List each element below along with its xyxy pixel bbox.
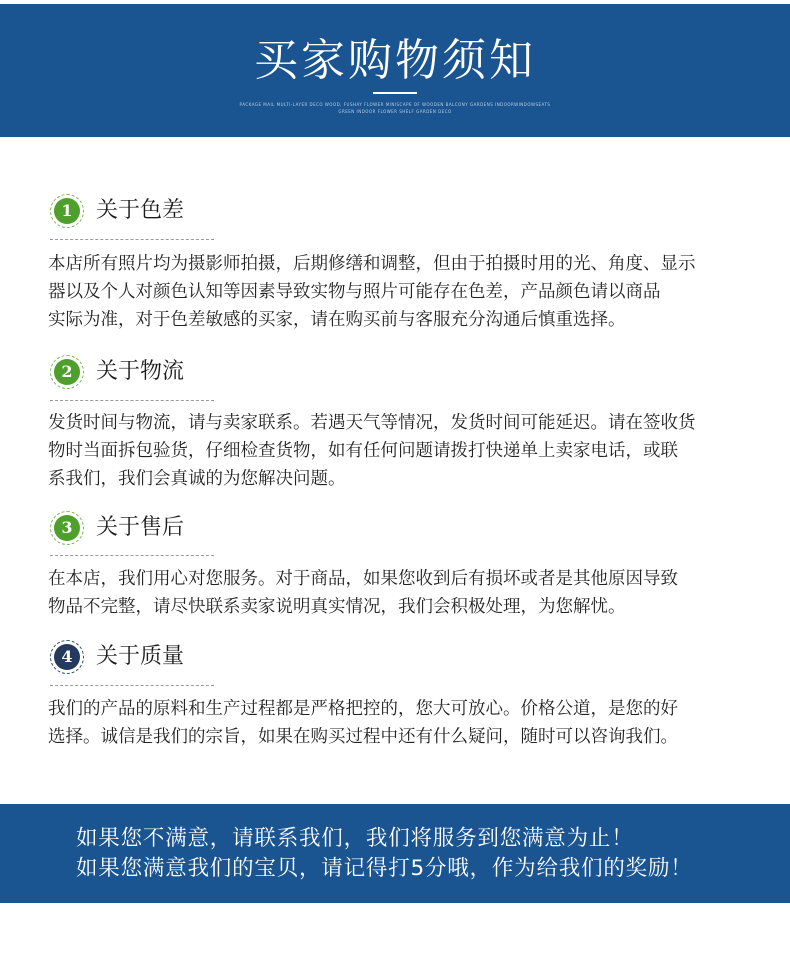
section-header: [48, 511, 758, 551]
dashed-divider: [50, 555, 214, 556]
badge-number: 3: [54, 515, 80, 541]
section-body: [48, 409, 754, 493]
number-4-badge-icon: [50, 640, 84, 674]
number-3-badge-icon: [50, 511, 84, 545]
dashed-divider: [50, 239, 214, 240]
badge-number: 1: [54, 198, 80, 224]
section-body: [48, 695, 754, 751]
dashed-divider: [50, 685, 214, 686]
section-title: 关于质量: [96, 644, 185, 669]
header-subtitle-line2: GREEN INDOOR FLOWER SHELF GARDEN DECO: [338, 109, 452, 114]
body-line: 我们的产品的原料和生产过程都是严格把控的，您大可放心。价格公道，是您的好: [48, 699, 678, 719]
page-title: 买家购物须知: [254, 35, 536, 86]
header-subtitle-line1: PACKAGE MAIL MULTI-LAYER DECO WOOD, FUSHAY FLOWER MINISCAPE OF WOODEN BALCONY GARDENS INDOORWINDOWSEATS: [239, 102, 551, 107]
body-line: 物品不完整，请尽快联系卖家说明真实情况，我们会积极处理，为您解忧。: [48, 597, 626, 617]
section-body: [48, 565, 754, 621]
section-body: [48, 250, 754, 334]
badge-number: 4: [54, 644, 80, 670]
section-title: 关于售后: [96, 515, 185, 540]
footer-line-2: 如果您满意我们的宝贝，请记得打5分哦，作为给我们的奖励！: [76, 856, 693, 881]
number-1-badge-icon: [50, 194, 84, 228]
section-quality: [48, 640, 758, 747]
section-after-sales: [48, 511, 758, 617]
dashed-divider: [50, 400, 214, 401]
body-line: 在本店，我们用心对您服务。对于商品，如果您收到后有损坏或者是其他原因导致: [48, 569, 678, 589]
header-subtitle: [0, 101, 790, 115]
body-line: 本店所有照片均为摄影师拍摄，后期修缮和调整，但由于拍摄时用的光、角度、显示: [48, 254, 696, 274]
body-line: 系我们，我们会真诚的为您解决问题。: [48, 469, 346, 489]
section-title: 关于物流: [96, 359, 185, 384]
body-line: 发货时间与物流，请与卖家联系。若遇天气等情况，发货时间可能延迟。请在签收货: [48, 413, 696, 433]
section-title: 关于色差: [96, 198, 185, 223]
body-line: 物时当面拆包验货，仔细检查货物，如有任何问题请拨打快递单上卖家电话，或联: [48, 441, 678, 461]
section-header: [48, 194, 758, 234]
body-line: 实际为准，对于色差敏感的买家，请在购买前与客服充分沟通后慎重选择。: [48, 310, 626, 330]
body-line: 器以及个人对颜色认知等因素导致实物与照片可能存在色差，产品颜色请以商品: [48, 282, 661, 302]
header-banner: [0, 4, 790, 137]
body-line: 选择。诚信是我们的宗旨，如果在购买过程中还有什么疑问，随时可以咨询我们。: [48, 727, 678, 747]
section-color-difference: [48, 194, 758, 330]
footer-line-1: 如果您不满意，请联系我们，我们将服务到您满意为止！: [76, 826, 634, 851]
number-2-badge-icon: [50, 355, 84, 389]
section-logistics: [48, 355, 758, 489]
section-header: [48, 640, 758, 680]
section-header: [48, 355, 758, 395]
badge-number: 2: [54, 359, 80, 385]
footer-banner: [0, 804, 790, 903]
title-underline: [373, 92, 417, 94]
